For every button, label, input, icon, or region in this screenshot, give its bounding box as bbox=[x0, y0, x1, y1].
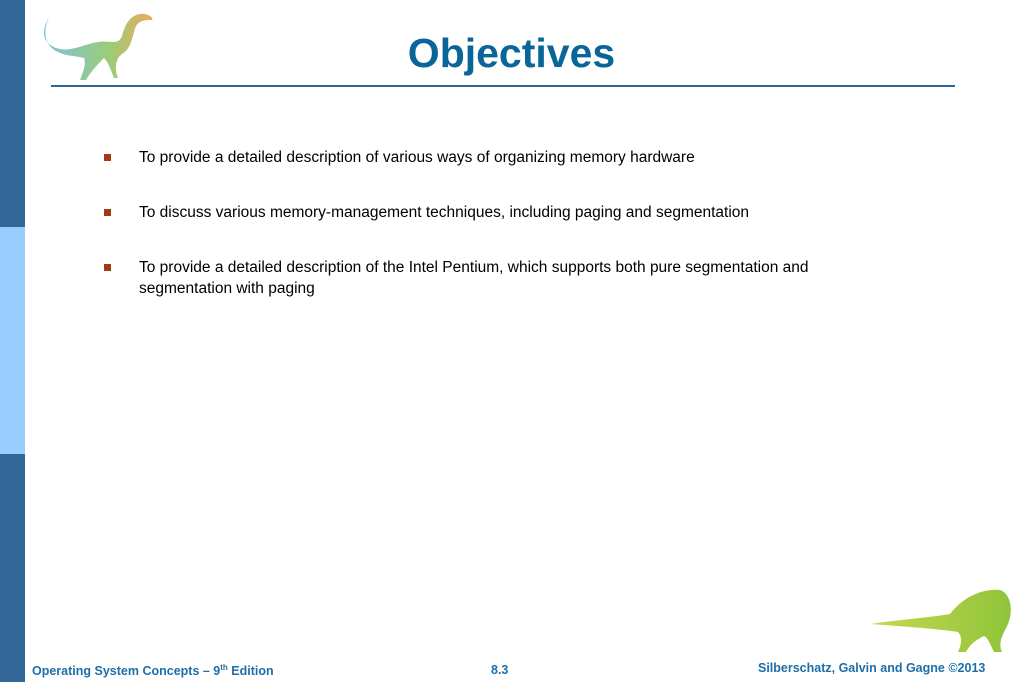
book-title-text: Operating System Concepts – 9 bbox=[32, 664, 221, 679]
objectives-list bbox=[104, 147, 904, 333]
bullet-square-icon bbox=[104, 154, 111, 161]
title-divider bbox=[51, 85, 955, 87]
sidebar-stripe bbox=[0, 0, 25, 682]
copyright-footer: Silberschatz, Galvin and Gagne ©2013 bbox=[758, 661, 986, 675]
bullet-square-icon bbox=[104, 209, 111, 216]
bullet-text: To provide a detailed description of the Intel Pentium, which supports both pure segmentation and segmentation with paging bbox=[139, 259, 809, 297]
edition-text: Edition bbox=[227, 664, 274, 679]
list-item bbox=[104, 147, 904, 168]
bullet-text: To discuss various memory-management techniques, including paging and segmentation bbox=[139, 204, 750, 221]
page-number: 8.3 bbox=[491, 663, 509, 677]
slide-title: Objectives bbox=[407, 30, 616, 76]
bullet-text: To provide a detailed description of various ways of organizing memory hardware bbox=[139, 149, 695, 166]
sidebar-highlight bbox=[0, 227, 25, 454]
list-item bbox=[104, 202, 904, 223]
book-title-footer bbox=[32, 663, 274, 678]
edition-superscript: th bbox=[220, 663, 228, 672]
dinosaur-footer-icon bbox=[866, 584, 1016, 656]
list-item bbox=[104, 257, 904, 299]
bullet-square-icon bbox=[104, 264, 111, 271]
